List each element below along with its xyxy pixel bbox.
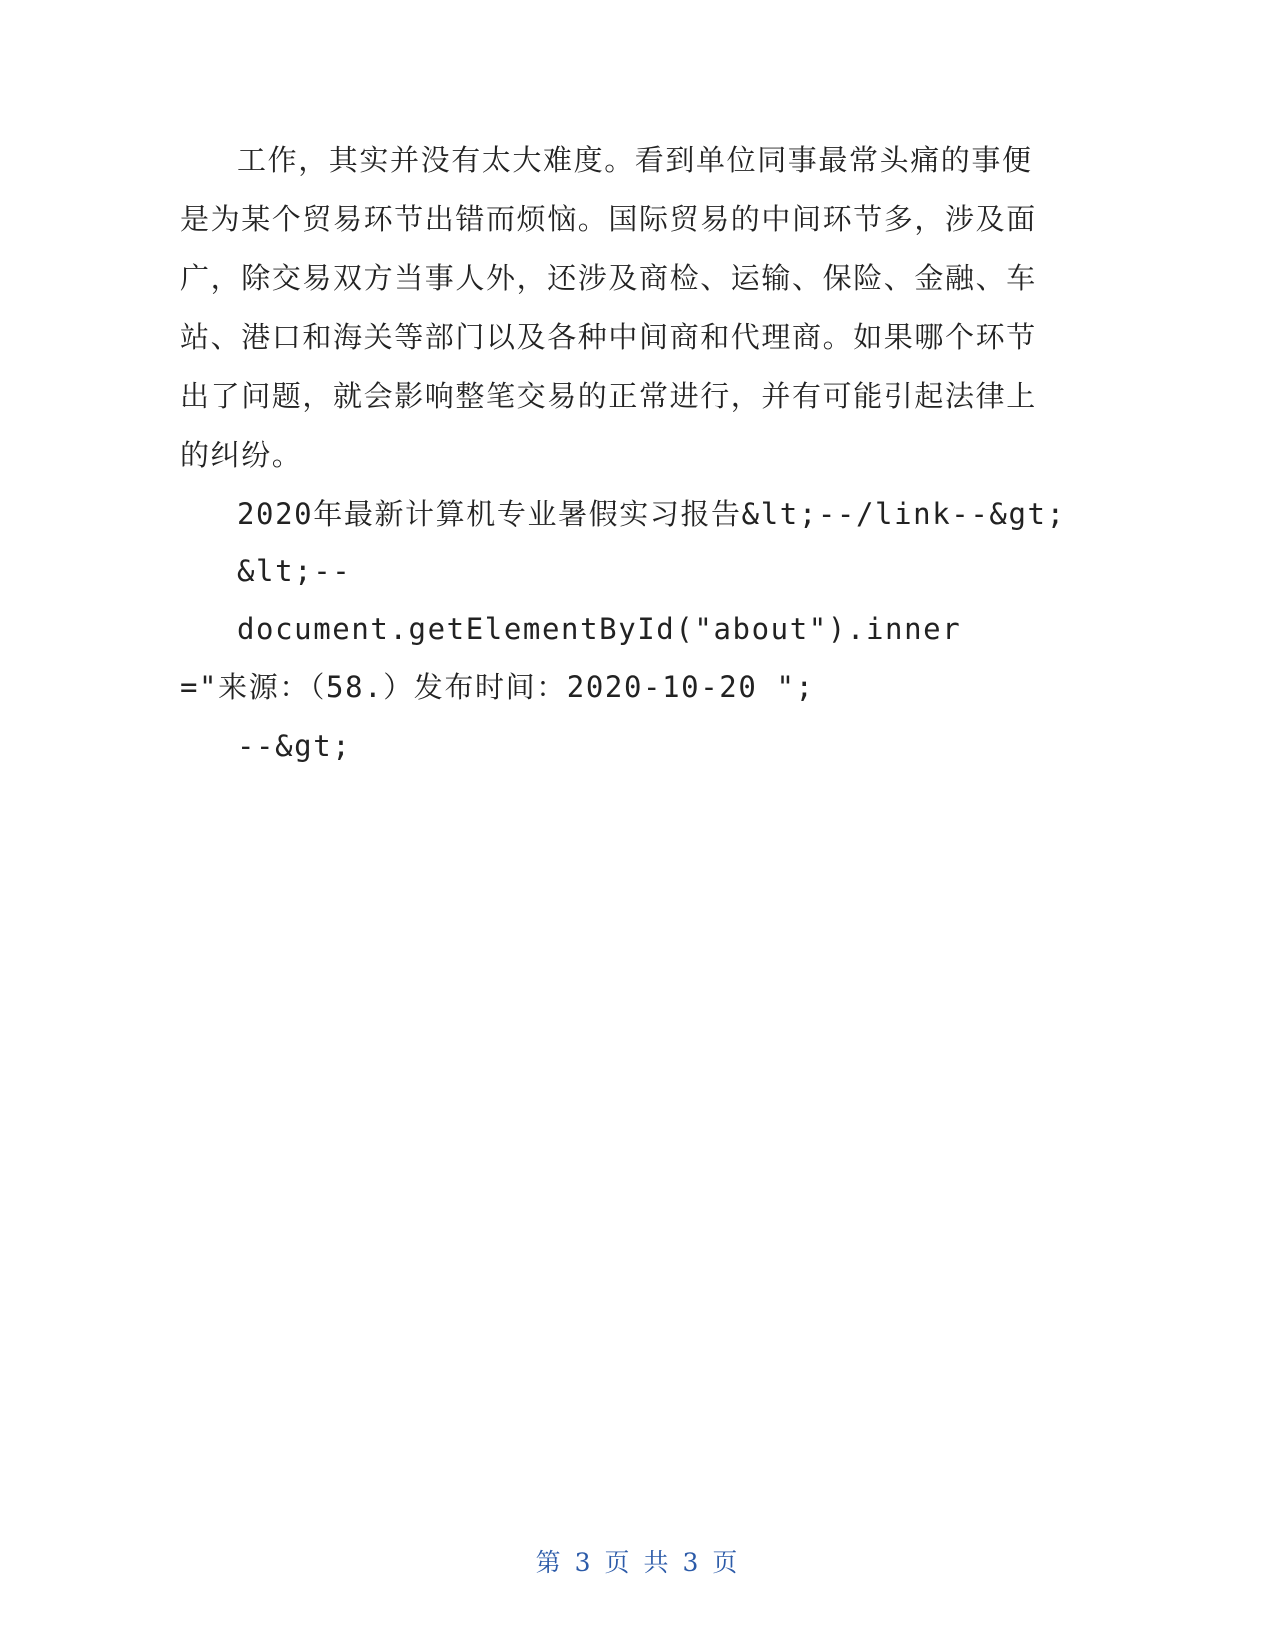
body-line-2: 是为某个贸易环节出错而烦恼。国际贸易的中间环节多，涉及面	[180, 202, 1037, 236]
body-line-4: 站、港口和海关等部门以及各种中间商和代理商。如果哪个环节	[180, 320, 1037, 354]
body-line-10: ="来源：（58.）发布时间：2020-10-20 ";	[180, 670, 815, 704]
body-line-8: &lt;--	[237, 554, 352, 588]
footer-page-number: 3	[574, 1548, 593, 1577]
body-line-3: 广，除交易双方当事人外，还涉及商检、运输、保险、金融、车	[180, 261, 1037, 295]
body-line-7: 2020年最新计算机专业暑假实习报告&lt;--/link--&gt;	[237, 497, 1066, 531]
footer-total-word: 共	[643, 1548, 671, 1577]
body-line-11: --&gt;	[237, 729, 352, 763]
footer-total-number: 3	[682, 1548, 701, 1577]
page-footer	[0, 1543, 1275, 1579]
body-line-9: document.getElementById("about").inner	[237, 612, 962, 646]
footer-page-word: 页	[604, 1548, 632, 1577]
body-line-5: 出了问题，就会影响整笔交易的正常进行，并有可能引起法律上	[180, 379, 1037, 413]
body-line-1: 工作，其实并没有太大难度。看到单位同事最常头痛的事便	[237, 143, 1033, 177]
footer-suffix: 页	[712, 1548, 740, 1577]
footer-prefix: 第	[535, 1548, 563, 1577]
body-line-6: 的纠纷。	[180, 438, 303, 472]
